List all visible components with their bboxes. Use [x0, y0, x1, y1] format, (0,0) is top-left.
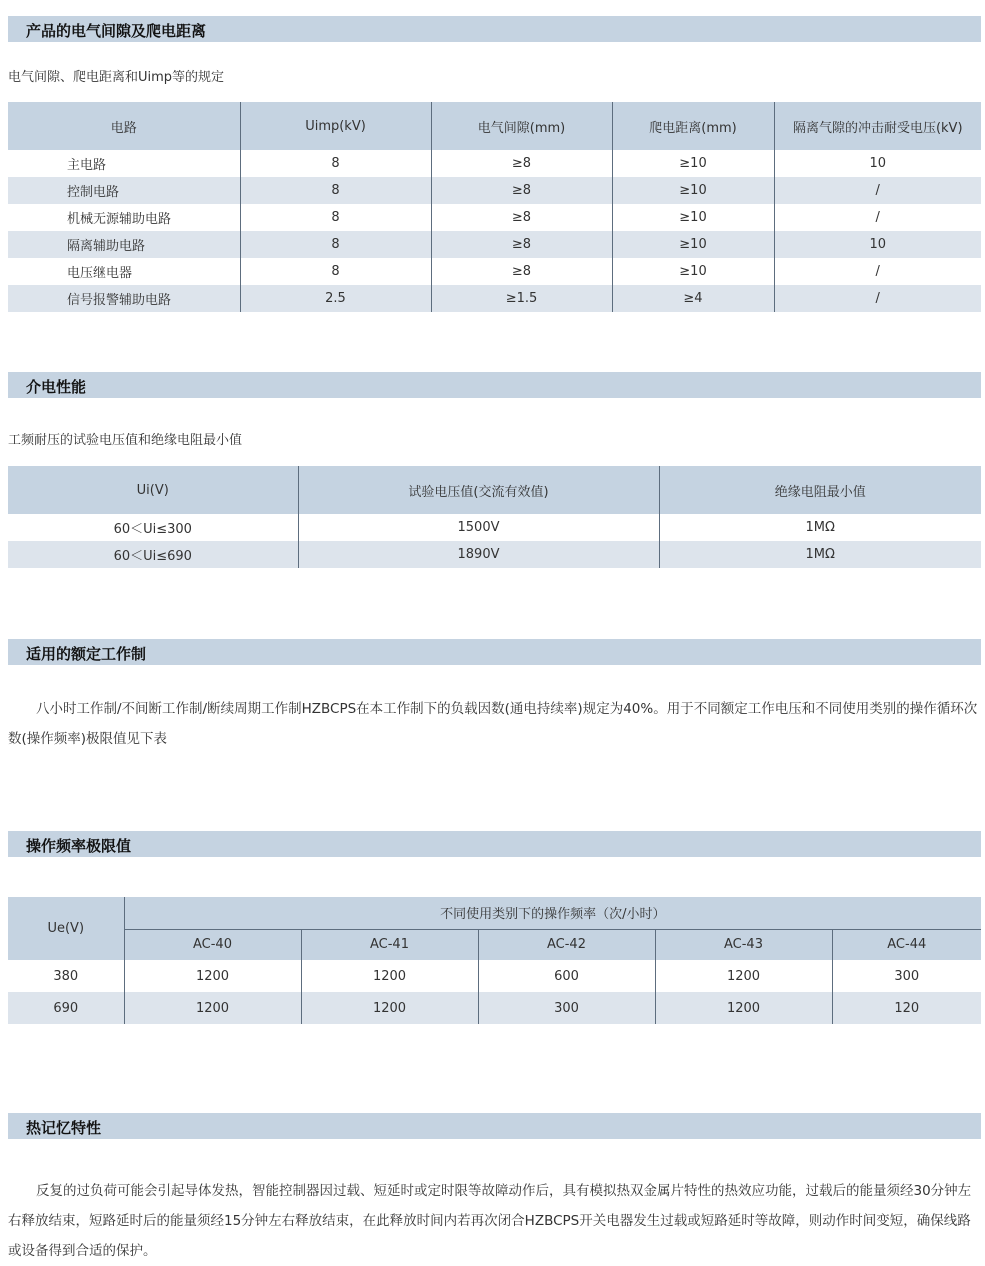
table-cell: 1MΩ	[659, 541, 981, 568]
clearance-table	[8, 102, 981, 312]
table-cell: 120	[832, 992, 981, 1024]
table-cell: 机械无源辅助电路	[67, 212, 172, 227]
table-cell: 380	[53, 968, 79, 984]
section-title: 介电性能	[26, 378, 87, 396]
table-cell: 1200	[124, 992, 301, 1024]
table-cell: 300	[478, 992, 655, 1024]
table-cell: 60＜Ui≤690	[8, 541, 298, 568]
section-header-dielectric	[8, 372, 981, 398]
dielectric-table	[8, 466, 981, 568]
table-cell: /	[774, 285, 981, 312]
header-cell: AC-42	[478, 929, 655, 960]
section-intro: 电气间隙、爬电距离和Uimp等的规定	[8, 70, 225, 85]
header-cell: AC-40	[124, 929, 301, 960]
section-title: 热记忆特性	[26, 1119, 102, 1137]
table-cell: 信号报警辅助电路	[8, 285, 240, 312]
section-title: 产品的电气间隙及爬电距离	[26, 22, 207, 40]
thermal-paragraph: 反复的过负荷可能会引起导体发热，智能控制器因过载、短延时或定时限等故障动作后，具有模拟热双金属片特性的热效应功能，过载后的能量须经30分钟左右释放结束，短路延时后的能量须经15分钟左右释放结束，在此释放时间内若再次闭合HZBCPS开关电器发生过载或短路延时等故障，则动作时间变短，确保线路或设备得到合适的保护。	[8, 1183, 972, 1259]
section-header-thermal	[8, 1113, 981, 1139]
table-row	[8, 258, 981, 285]
table-cell: /	[774, 204, 981, 231]
table-cell: 2.5	[240, 285, 431, 312]
table-cell: ≥8	[431, 204, 612, 231]
header-cell: Ui(V)	[8, 466, 298, 514]
table-cell: ≥1.5	[431, 285, 612, 312]
table-cell: ≥8	[431, 258, 612, 285]
table-row	[8, 150, 981, 177]
table-cell: 1200	[655, 992, 832, 1024]
table-row	[8, 285, 981, 312]
table-cell: 8	[240, 258, 431, 285]
table-cell: 300	[832, 960, 981, 992]
header-cell: 绝缘电阻最小值	[659, 466, 981, 514]
duty-paragraph: 八小时工作制/不间断工作制/断续周期工作制HZBCPS在本工作制下的负载因数(通电持续率)规定为40%。用于不同额定工作电压和不同使用类别的操作循环次数(操作频率)极限值见下表	[8, 701, 978, 747]
header-cell: Ue(V)	[8, 897, 124, 960]
table-row	[8, 204, 981, 231]
section-title: 操作频率极限值	[26, 837, 132, 855]
section-title: 适用的额定工作制	[26, 645, 147, 663]
table-cell: 8	[240, 231, 431, 258]
section-intro: 工频耐压的试验电压值和绝缘电阻最小值	[8, 433, 243, 448]
table-cell: 1890V	[298, 541, 659, 568]
table-cell: ≥4	[612, 285, 774, 312]
table-cell: 隔离辅助电路	[8, 231, 240, 258]
table-cell: 8	[240, 204, 431, 231]
table-cell: ≥10	[612, 231, 774, 258]
table-cell: 60＜Ui≤300	[113, 522, 192, 537]
table-cell: ≥8	[431, 150, 612, 177]
table-header-row	[8, 466, 981, 514]
table-cell: 8	[240, 150, 431, 177]
header-cell: 隔离气隙的冲击耐受电压(kV)	[774, 102, 981, 150]
frequency-table	[8, 897, 981, 1024]
table-cell: 1200	[301, 992, 478, 1024]
table-row	[8, 541, 981, 568]
table-cell: 10	[774, 150, 981, 177]
table-cell: /	[774, 177, 981, 204]
table-cell: ≥10	[612, 204, 774, 231]
header-cell: 爬电距离(mm)	[612, 102, 774, 150]
header-cell: AC-43	[655, 929, 832, 960]
table-cell: 控制电路	[8, 177, 240, 204]
table-cell: 1500V	[298, 514, 659, 541]
table-cell: 主电路	[67, 158, 107, 173]
table-cell: 1200	[655, 960, 832, 992]
table-cell: 10	[774, 231, 981, 258]
table-cell: 690	[8, 992, 124, 1024]
header-cell: 电路	[8, 102, 240, 150]
table-cell: 600	[478, 960, 655, 992]
table-cell: ≥10	[612, 177, 774, 204]
table-cell: ≥8	[431, 231, 612, 258]
table-cell: ≥10	[612, 150, 774, 177]
section-header-frequency	[8, 831, 981, 857]
table-cell: 1200	[301, 960, 478, 992]
header-cell: Uimp(kV)	[240, 102, 431, 150]
table-header-row	[8, 102, 981, 150]
table-cell: 电压继电器	[67, 266, 133, 281]
section-header-duty	[8, 639, 981, 665]
table-header-row	[8, 929, 981, 960]
table-row	[8, 231, 981, 258]
header-cell: 电气间隙(mm)	[431, 102, 612, 150]
table-row	[8, 960, 981, 992]
table-cell: ≥10	[612, 258, 774, 285]
table-cell: ≥8	[431, 177, 612, 204]
table-cell: /	[774, 258, 981, 285]
table-row	[8, 177, 981, 204]
header-cell: AC-44	[832, 929, 981, 960]
table-cell: 1MΩ	[659, 514, 981, 541]
table-cell: 1200	[124, 960, 301, 992]
section-header-clearance	[8, 16, 981, 42]
table-header-row	[8, 897, 981, 929]
header-cell: 试验电压值(交流有效值)	[298, 466, 659, 514]
table-cell: 8	[240, 177, 431, 204]
table-row	[8, 992, 981, 1024]
header-cell: AC-41	[301, 929, 478, 960]
table-row	[8, 514, 981, 541]
header-cell: 不同使用类别下的操作频率（次/小时）	[124, 897, 981, 929]
